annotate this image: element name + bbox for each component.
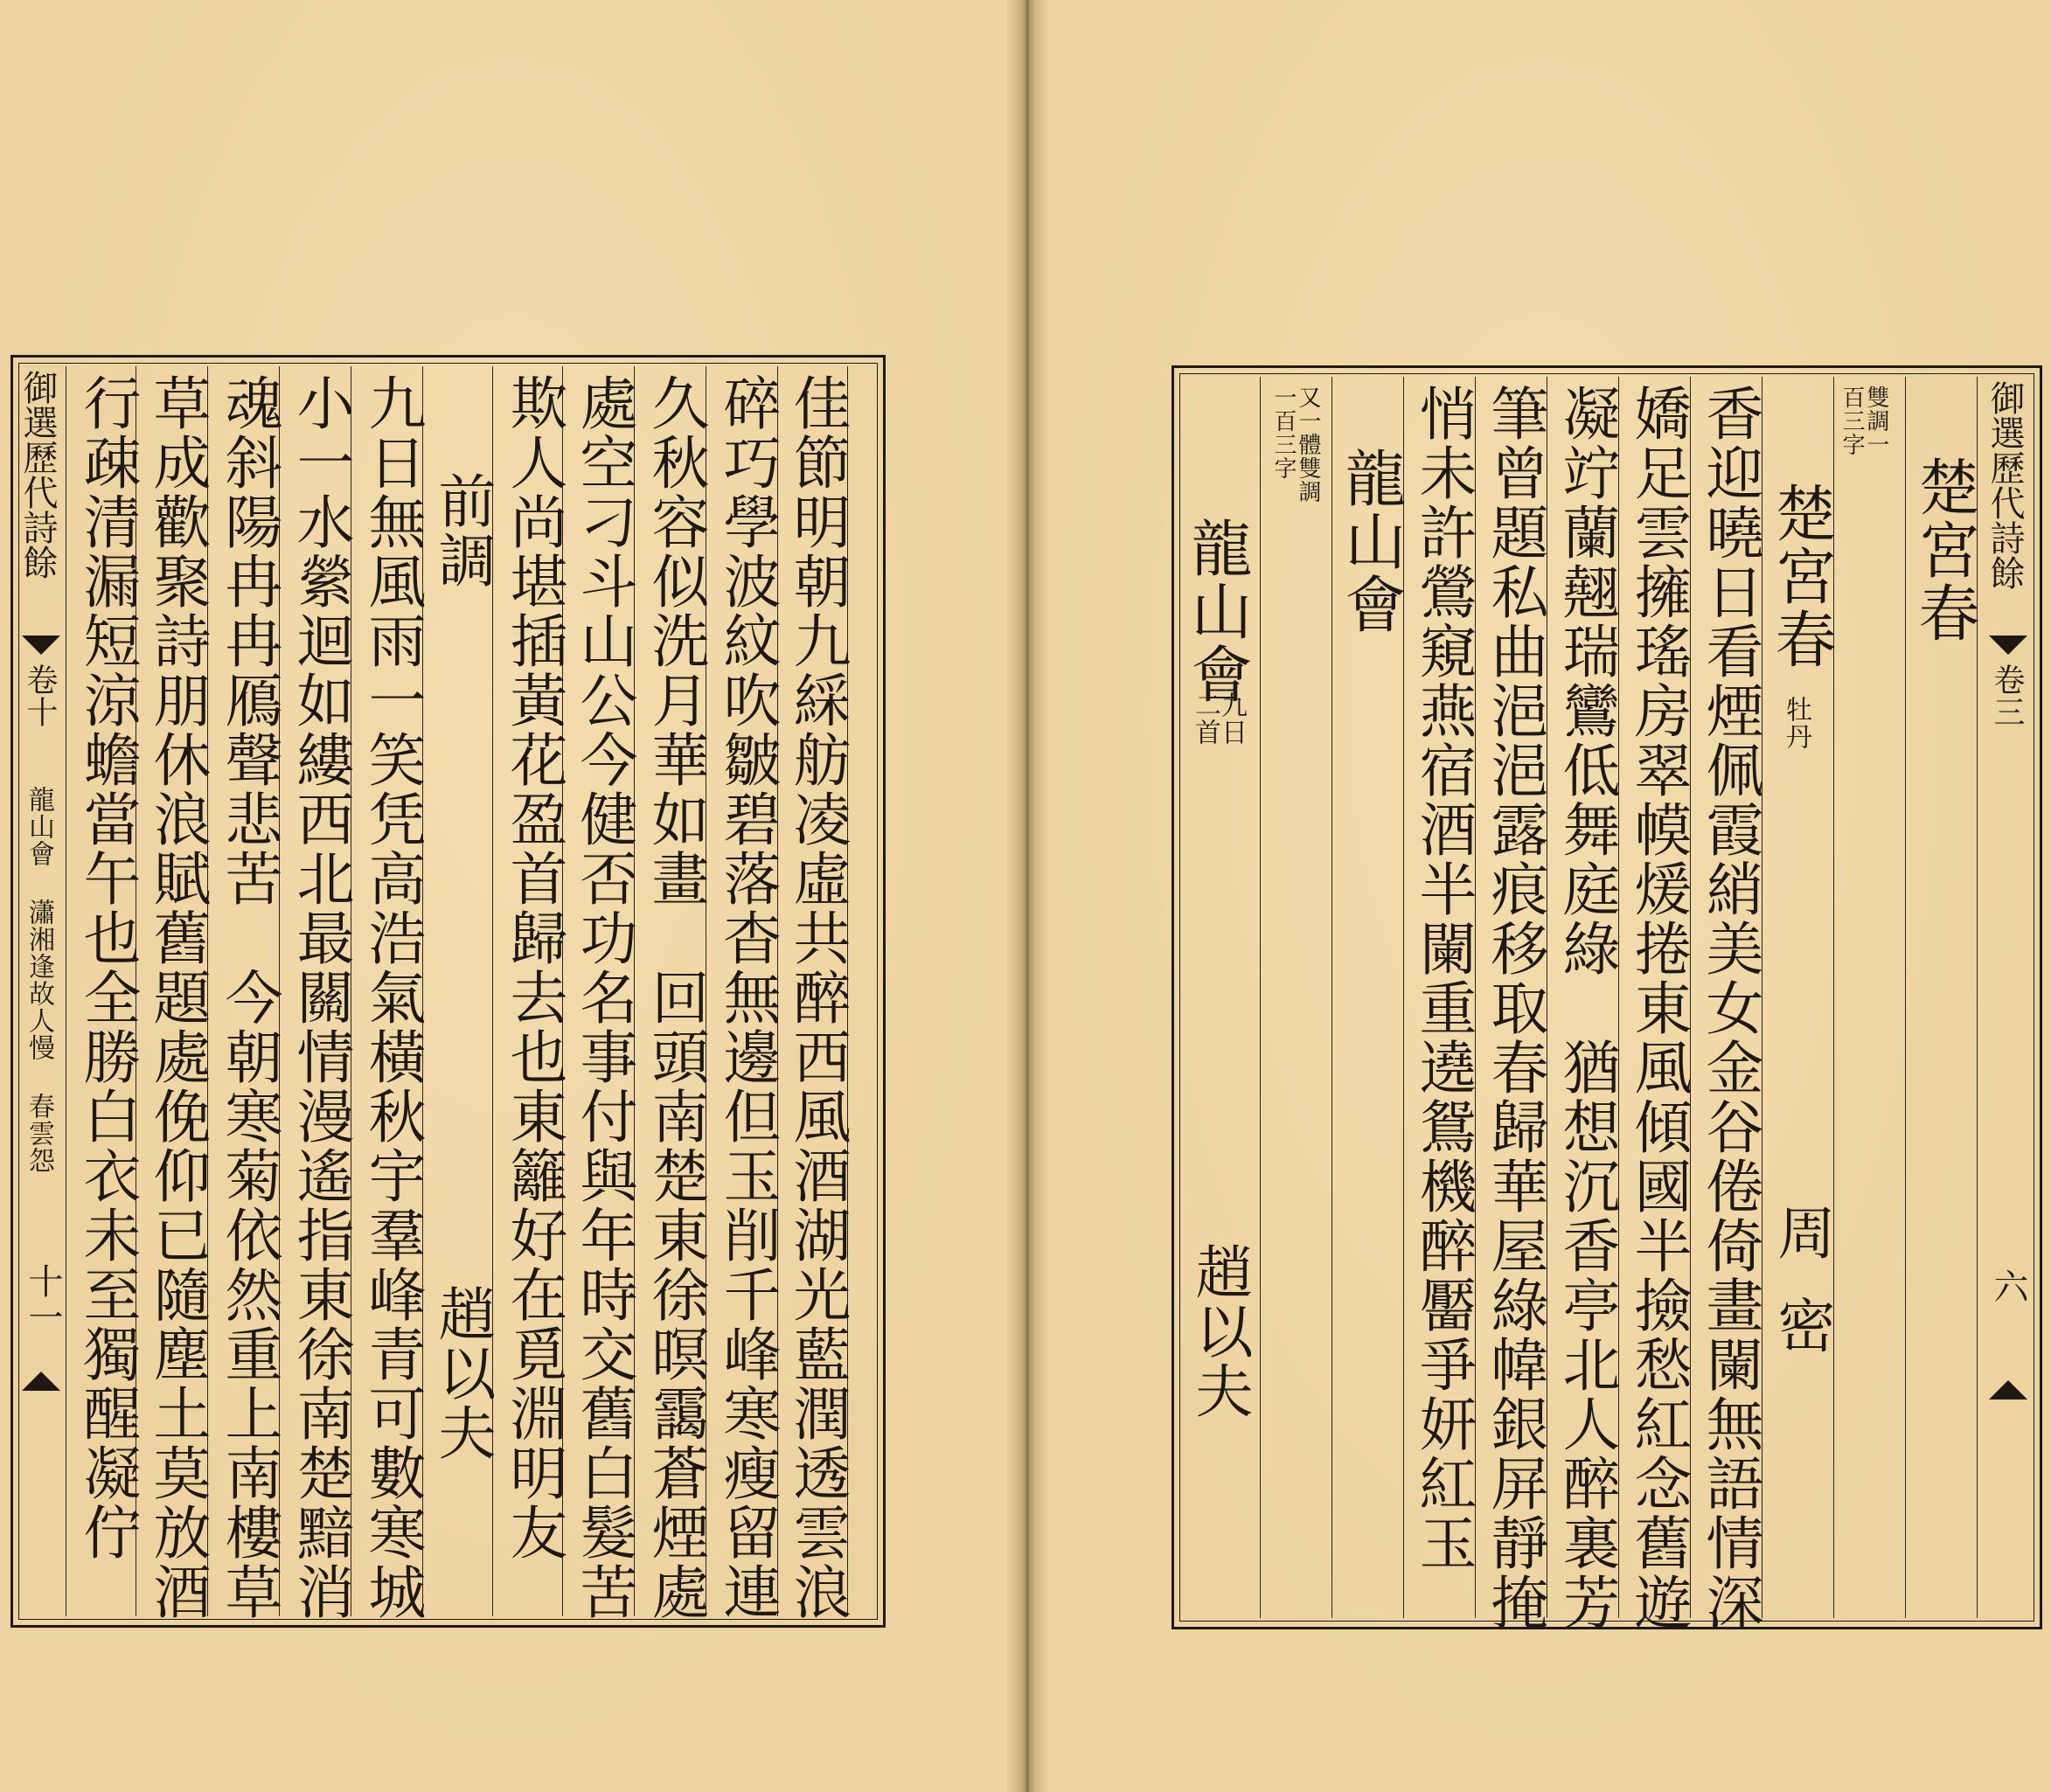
left-margin-volume: 卷十: [22, 663, 58, 728]
text-column: 草成歡聚詩朋休浪賦舊題處俛仰已隨塵土莫放酒: [143, 373, 211, 1622]
text-column: 九日無風雨一笑凭高浩氣橫秋宇羣峰青可數寒城: [358, 373, 426, 1622]
left-margin-book-title: 御選歷代詩餘: [17, 370, 58, 580]
text-column: 魂斜陽冉冉鴈聲悲苦 今朝寒菊依然重上南樓草: [215, 373, 282, 1622]
tune-note: 又一體雙調: [1295, 385, 1321, 504]
left-margin-contents: 龍山會 瀟湘逢故人慢 春雲怨: [24, 786, 54, 1174]
text-column: 碎巧學波紋吹皺碧落杳無邊但玉削千峰寒瘦留連: [713, 373, 781, 1622]
fish-tail-icon: [1989, 636, 2027, 655]
text-column: 小一水縈迴如縷西北最關情漫遙指東徐南楚黯消: [287, 373, 354, 1622]
fish-tail-icon: [22, 1372, 60, 1391]
text-column: 行疎清漏短涼蟾當午也全勝白衣未至獨醒凝佇: [73, 373, 141, 1562]
tune-note: 百三字: [1839, 385, 1865, 456]
text-column: 香迎曉日看煙佩霞綃美女金谷倦倚畫闌無語情深: [1696, 384, 1763, 1632]
book-gutter: [1005, 0, 1049, 1792]
text-column: 凝竚蘭翹瑞鸞低舞庭綠 猶想沉香亭北人醉裏芳: [1553, 384, 1620, 1632]
column-rule: [1260, 377, 1261, 1618]
text-column: 悄未許鶯窺燕宿酒半闌重遶鴛機醉靨爭妍紅玉: [1409, 384, 1477, 1573]
left-page-frame: [10, 355, 886, 1628]
text-column: 久秋容似洗月華如畫 回頭南楚東徐暝靄蒼煙處: [642, 373, 709, 1622]
entry-subtitle: 九日: [1216, 691, 1247, 746]
tune-heading: 龍山會: [1335, 447, 1407, 636]
author-name: 趙以夫: [428, 1284, 496, 1462]
text-column: 佳節明朝九綵舫凌虛共醉西風酒湖光藍潤透雲浪: [783, 373, 851, 1622]
fish-tail-icon: [22, 636, 60, 655]
tune-title: 前調: [428, 471, 496, 590]
tune-note: 雙調一: [1863, 385, 1889, 456]
text-column: 嬌足雲擁瑤房翠幙煖捲東風傾國半撿愁紅念舊遊: [1624, 384, 1692, 1632]
tune-heading: 楚宮春: [1908, 455, 1980, 644]
entry-author: 周密: [1768, 1203, 1835, 1388]
right-margin-volume: 卷三: [1989, 663, 2025, 728]
entry-subtitle: 二首: [1190, 691, 1220, 746]
column-rule: [1331, 377, 1332, 1618]
left-margin-page-number: 十一: [23, 1263, 63, 1335]
entry-title: 龍山會: [1181, 517, 1253, 705]
right-margin-page-number: 六: [1988, 1268, 2028, 1304]
column-rule: [1905, 377, 1906, 1618]
entry-author: 趙以夫: [1185, 1242, 1253, 1420]
entry-subtitle: 牡丹: [1781, 696, 1811, 750]
entry-title: 楚宮春: [1765, 482, 1837, 670]
text-column: 筆曾題私曲浥浥露痕移取春歸華屋綠幃銀屏靜掩: [1481, 384, 1548, 1632]
text-column: 處空刁斗山公今健否功名事付與年時交舊白髮苦: [570, 373, 637, 1622]
text-column: 欺人尚堪插黃花盈首歸去也東籬好在覓淵明友: [500, 373, 567, 1562]
fish-tail-icon: [1989, 1380, 2027, 1400]
tune-note: 一百三字: [1270, 385, 1297, 480]
right-page-frame: [1172, 365, 2042, 1632]
right-margin-book-title: 御選歷代詩餘: [1985, 380, 2025, 590]
